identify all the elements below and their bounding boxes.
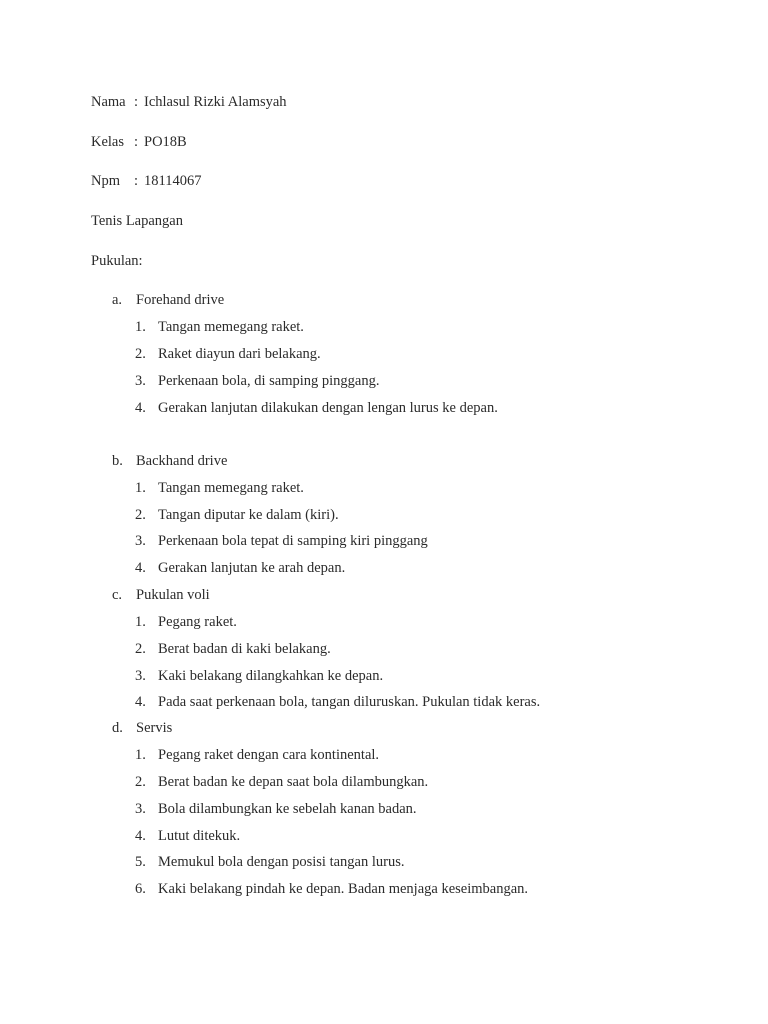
list-item xyxy=(135,852,404,872)
list-item xyxy=(135,826,240,846)
item-number: 1. xyxy=(135,614,146,630)
item-number: 4. xyxy=(135,828,146,844)
item-text: Raket diayun dari belakang. xyxy=(158,346,321,362)
item-text: Pegang raket. xyxy=(158,614,237,630)
class-separator: : xyxy=(134,134,139,150)
item-text: Pegang raket dengan cara kontinental. xyxy=(158,747,380,763)
item-text: Berat badan ke depan saat bola dilambungkan. xyxy=(158,774,429,790)
item-number: 4. xyxy=(135,560,146,576)
item-number: 2. xyxy=(135,507,146,523)
item-text: Pada saat perkenaan bola, tangan diluruskan. Pukulan tidak keras. xyxy=(158,694,541,710)
list-item xyxy=(135,344,321,364)
item-text: Bola dilambungkan ke sebelah kanan badan. xyxy=(158,801,417,817)
list-item xyxy=(135,745,379,765)
item-number: 4. xyxy=(135,400,146,416)
list-item xyxy=(135,879,528,899)
list-item xyxy=(135,371,379,391)
item-number: 1. xyxy=(135,319,146,335)
npm-separator: : xyxy=(134,173,139,189)
item-number: 4. xyxy=(135,694,146,710)
class-field xyxy=(91,132,187,152)
section-heading xyxy=(112,585,210,605)
npm-field xyxy=(91,171,201,191)
name-value: Ichlasul Rizki Alamsyah xyxy=(144,94,287,110)
name-field xyxy=(91,92,287,112)
list-item xyxy=(135,666,383,686)
class-label: Kelas xyxy=(91,134,125,150)
topic-title: Tenis Lapangan xyxy=(91,213,183,229)
item-number: 2. xyxy=(135,774,146,790)
section-title: Servis xyxy=(136,720,173,736)
npm-value: 18114067 xyxy=(144,173,202,189)
item-text: Tangan memegang raket. xyxy=(158,480,304,496)
item-text: Perkenaan bola, di samping pinggang. xyxy=(158,373,380,389)
list-item xyxy=(135,398,498,418)
item-text: Berat badan di kaki belakang. xyxy=(158,641,331,657)
list-item xyxy=(135,612,237,632)
list-item xyxy=(135,799,417,819)
list-item xyxy=(135,531,428,551)
section-heading xyxy=(112,718,172,738)
item-number: 6. xyxy=(135,881,146,897)
item-number: 3. xyxy=(135,801,146,817)
section-title: Backhand drive xyxy=(136,453,228,469)
name-label: Nama xyxy=(91,94,126,110)
section-heading xyxy=(112,451,227,471)
section-marker: b. xyxy=(112,453,123,469)
list-item xyxy=(135,558,345,578)
npm-label: Npm xyxy=(91,173,120,189)
list-item xyxy=(135,505,339,525)
section-marker: d. xyxy=(112,720,123,736)
item-number: 5. xyxy=(135,854,146,870)
section-title: Forehand drive xyxy=(136,292,225,308)
name-separator: : xyxy=(134,94,139,110)
item-number: 3. xyxy=(135,373,146,389)
section-title: Pukulan voli xyxy=(136,587,210,603)
item-text: Gerakan lanjutan dilakukan dengan lengan lurus ke depan. xyxy=(158,400,498,416)
list-item xyxy=(135,692,540,712)
class-value: PO18B xyxy=(144,134,187,150)
list-item xyxy=(135,639,331,659)
section-heading xyxy=(112,290,224,310)
list-item xyxy=(135,478,304,498)
item-text: Kaki belakang pindah ke depan. Badan menjaga keseimbangan. xyxy=(158,881,529,897)
item-number: 3. xyxy=(135,533,146,549)
item-text: Lutut ditekuk. xyxy=(158,828,241,844)
item-text: Memukul bola dengan posisi tangan lurus. xyxy=(158,854,405,870)
item-text: Tangan diputar ke dalam (kiri). xyxy=(158,507,339,523)
item-number: 2. xyxy=(135,641,146,657)
item-text: Tangan memegang raket. xyxy=(158,319,304,335)
list-item xyxy=(135,772,428,792)
item-number: 1. xyxy=(135,747,146,763)
item-text: Kaki belakang dilangkahkan ke depan. xyxy=(158,668,384,684)
section-marker: c. xyxy=(112,587,123,603)
item-text: Gerakan lanjutan ke arah depan. xyxy=(158,560,346,576)
item-number: 3. xyxy=(135,668,146,684)
section-marker: a. xyxy=(112,292,123,308)
item-text: Perkenaan bola tepat di samping kiri pinggang xyxy=(158,533,428,549)
item-number: 2. xyxy=(135,346,146,362)
item-number: 1. xyxy=(135,480,146,496)
list-item xyxy=(135,317,304,337)
subtopic-title: Pukulan: xyxy=(91,253,143,269)
